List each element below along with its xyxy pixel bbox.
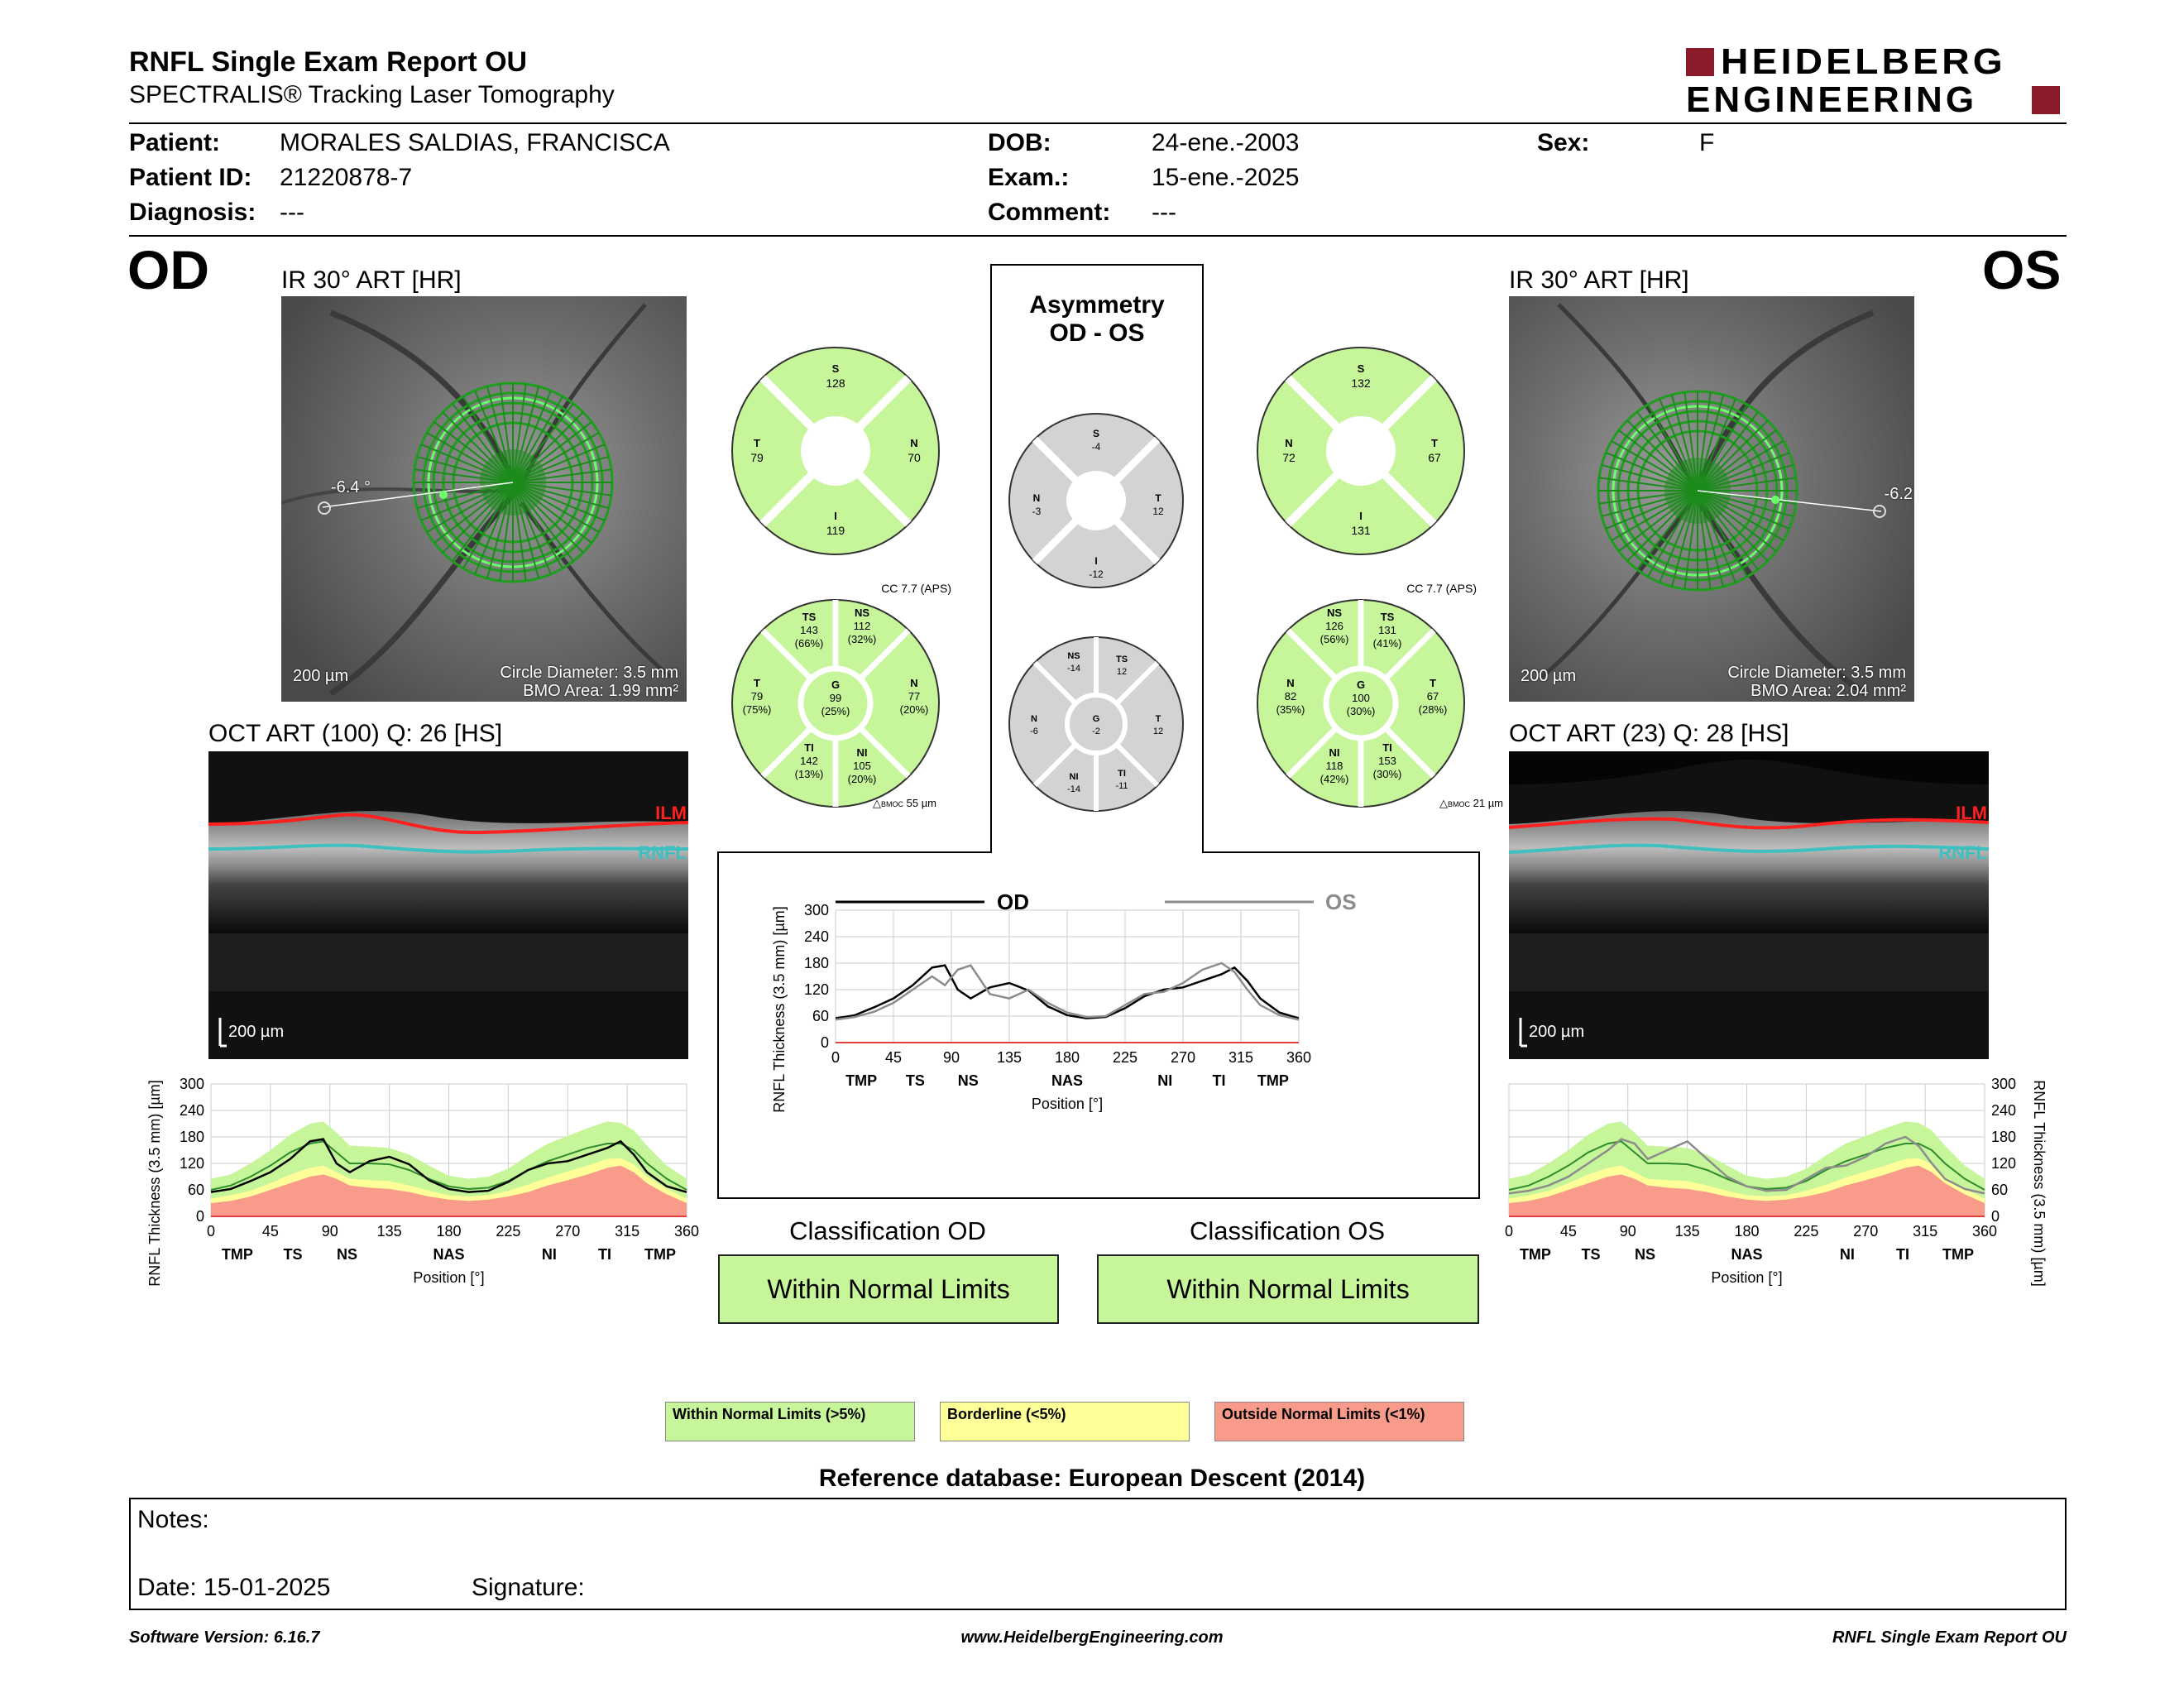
svg-text:N: N [1285,437,1293,449]
sex-label: Sex: [1537,129,1590,156]
x-tick-label: 180 [436,1223,462,1240]
x-tick-label: 225 [496,1223,521,1240]
svg-text:T: T [754,437,760,449]
asym-sec-g: -2 [1092,727,1100,736]
sector-label: TI [1212,1072,1226,1089]
y-tick-label: 120 [803,981,829,998]
y-axis-label: RNFL Thickness (3.5 mm) [µm] [2031,1080,2048,1287]
logo-square-icon [2032,86,2060,114]
legend-within-normal: Within Normal Limits (>5%) [665,1402,915,1441]
x-tick-label: 135 [996,1049,1023,1066]
os-sec-g-p: (30%) [1346,705,1376,717]
svg-text:TI: TI [1118,769,1126,779]
x-axis-label: Position [°] [413,1269,485,1286]
asymmetry-title-2: OD - OS [1049,319,1145,347]
classification-os-title: Classification OS [1189,1216,1386,1245]
svg-text:I: I [1094,555,1098,567]
svg-text:I: I [1359,510,1363,522]
od-sec-g: 99 [829,692,842,704]
legend-os-label: OS [1325,890,1357,914]
os-angle-label: -6.2 [1884,485,1913,503]
svg-text:N: N [910,437,918,449]
x-tick-label: 270 [1853,1223,1879,1240]
patient-id: 21220878-7 [280,164,413,191]
asym-sec-ni: -14 [1067,784,1080,794]
sector-label: TMP [644,1246,677,1263]
od-sec-ni-p: (20%) [847,773,877,785]
sector-label: TI [597,1246,611,1263]
od-rnfl-chart [132,1067,703,1316]
y-tick-label: 180 [803,955,829,971]
od-cc-label: CC 7.7 (APS) [881,582,951,595]
classification-os-box: Within Normal Limits [1097,1254,1479,1324]
svg-text:N: N [1032,492,1041,504]
svg-text:TI: TI [804,741,814,754]
os-sec-ni-p: (42%) [1320,773,1349,785]
os-bmoc-prefix-word: BMOC [1448,800,1470,808]
os-sec-ns-p: (56%) [1320,633,1349,645]
asym-sec-t: 12 [1152,727,1164,736]
y-tick-label: 180 [179,1129,204,1145]
od-quad-i: 119 [826,524,845,537]
od-sec-ns: 112 [853,620,871,632]
y-tick-label: 120 [1991,1155,2017,1172]
sector-label: NI [1157,1072,1173,1089]
patient-name: MORALES SALDIAS, FRANCISCA [280,129,670,156]
od-angle-label: -6.4 ° [331,478,371,496]
heidelberg-logo [1686,43,2067,119]
sex: F [1699,129,1715,156]
od-bmo-area: BMO Area: 1.99 mm² [523,682,678,700]
od-oct-scale: 200 µm [228,1023,285,1041]
x-tick-label: 90 [1619,1223,1636,1240]
footer-report-name: RNFL Single Exam Report OU [1832,1628,2067,1647]
os-quad-i: 131 [1351,524,1371,537]
header-divider [129,122,2067,124]
asym-quad-i: -12 [1089,568,1104,580]
sector-label: TMP [1942,1246,1975,1263]
y-tick-label: 240 [1991,1102,2017,1119]
y-tick-label: 240 [179,1102,204,1119]
patient-id-label: Patient ID: [129,164,252,191]
svg-text:S: S [831,362,840,375]
od-sec-n-p: (20%) [899,703,929,716]
dob: 24-ene.-2003 [1152,129,1300,156]
svg-text:I: I [834,510,837,522]
sector-label: TI [1895,1246,1909,1263]
classification-od-box: Within Normal Limits [718,1254,1059,1324]
notes-date: Date: 15-01-2025 [137,1574,331,1601]
os-sec-ts-p: (41%) [1372,637,1402,650]
sector-label: NAS [433,1246,465,1263]
x-axis-label: Position [°] [1031,1096,1104,1112]
x-tick-label: 135 [376,1223,402,1240]
y-axis-label: RNFL Thickness (3.5 mm) [µm] [146,1080,163,1287]
svg-text:TI: TI [1382,741,1392,754]
os-sec-ts: 131 [1378,624,1396,636]
os-fundus-image [1509,296,1914,702]
x-tick-label: 360 [673,1223,700,1240]
y-tick-label: 0 [1991,1208,2000,1225]
od-bmoc-prefix-word: BMOC [881,800,903,808]
svg-text:NI: NI [856,746,868,759]
x-tick-label: 45 [884,1049,903,1066]
y-tick-label: 300 [1991,1076,2017,1092]
asym-sec-ts: 12 [1116,667,1128,677]
x-tick-label: 360 [1971,1223,1998,1240]
x-tick-label: 180 [1734,1223,1760,1240]
x-tick-label: 315 [615,1223,640,1240]
x-tick-label: 225 [1112,1049,1138,1066]
x-tick-label: 90 [321,1223,338,1240]
os-quad-n: 72 [1282,451,1296,464]
sector-label: TMP [845,1072,878,1089]
y-tick-label: 60 [1991,1182,2009,1198]
os-sec-ti: 153 [1378,755,1396,767]
sector-label: TMP [221,1246,253,1263]
svg-text:S: S [1092,428,1100,439]
os-sec-ti-p: (30%) [1372,768,1402,780]
os-sec-ni: 118 [1325,760,1343,772]
notes-label: Notes: [137,1506,209,1533]
od-sec-ni: 105 [853,760,871,772]
svg-text:NI: NI [1069,772,1079,782]
svg-text:T: T [754,677,760,689]
legend-borderline: Borderline (<5%) [940,1402,1190,1441]
os-oct-scale: 200 µm [1529,1023,1585,1041]
os-bmo-area: BMO Area: 2.04 mm² [1751,682,1906,700]
od-fundus-image [281,296,687,702]
asymmetry-title [991,291,1203,348]
y-tick-label: 0 [195,1208,204,1225]
od-sec-ti: 142 [800,755,818,767]
od-ir-title: IR 30° ART [HR] [281,266,462,294]
sector-label: NS [1635,1246,1656,1263]
logo-line2: ENGINEERING [1686,79,1978,120]
y-tick-label: 120 [179,1155,204,1172]
x-tick-label: 0 [1504,1223,1514,1240]
os-oct-image [1509,751,1989,1059]
logo-square-icon [1686,48,1714,76]
os-rnfl-label: RNFL [1938,842,1987,863]
os-quad-t: 67 [1428,451,1441,464]
svg-text:S: S [1357,362,1365,375]
y-tick-label: 60 [812,1008,829,1024]
legend-od-label: OD [997,890,1029,914]
os-oct-title: OCT ART (23) Q: 28 [HS] [1509,720,1789,747]
od-quad-n: 70 [908,451,921,464]
svg-text:T: T [1155,714,1161,724]
svg-text:T: T [1155,492,1161,504]
os-sec-t: 67 [1426,690,1439,703]
x-tick-label: 225 [1794,1223,1819,1240]
y-tick-label: 300 [803,902,829,918]
legend-outside-normal: Outside Normal Limits (<1%) [1214,1402,1464,1441]
x-tick-label: 270 [1170,1049,1196,1066]
asym-sec-ns: -14 [1067,664,1080,674]
sector-label: TMP [1257,1072,1289,1089]
os-sec-t-p: (28%) [1418,703,1448,716]
sector-label: NI [541,1246,557,1263]
classification-od-title: Classification OD [789,1216,986,1245]
reference-database: Reference database: European Descent (2014) [818,1465,1366,1492]
od-quad-s: 128 [826,376,845,390]
y-tick-label: 240 [803,928,829,945]
os-sec-ns: 126 [1325,620,1343,632]
svg-text:G: G [1356,679,1366,691]
svg-text:T: T [1431,437,1438,449]
patient-label: Patient: [129,129,221,156]
od-sec-ts: 143 [800,624,818,636]
y-tick-label: 180 [1991,1129,2017,1145]
diagnosis-label: Diagnosis: [129,199,256,226]
asymmetry-title-1: Asymmetry [1029,291,1165,319]
dob-label: DOB: [988,129,1051,156]
od-bmoc: 55 µm [906,797,937,809]
info-divider [129,235,2067,237]
asym-sec-ti: -11 [1115,781,1128,791]
y-tick-label: 300 [179,1076,204,1092]
x-tick-label: 45 [261,1223,279,1240]
x-tick-label: 270 [555,1223,581,1240]
x-tick-label: 180 [1054,1049,1080,1066]
svg-text:NS: NS [854,607,870,619]
os-eye-label: OS [1982,239,2062,300]
od-ilm-label: ILM [655,803,687,823]
od-bmoc-prefix: △BMOC 55 µm [873,797,937,809]
od-circle-diameter: Circle Diameter: 3.5 mm [500,664,678,682]
x-tick-label: 135 [1674,1223,1700,1240]
od-sec-t: 79 [750,690,764,703]
sector-label: NS [957,1072,979,1089]
os-sec-g: 100 [1352,692,1370,704]
os-sec-n: 82 [1284,690,1297,703]
exam-date: 15-ene.-2025 [1152,164,1300,191]
sector-label: NS [337,1246,358,1263]
os-fundus-drawing [1509,296,1914,702]
os-rnfl-chart [1492,1067,2063,1316]
os-cc-label: CC 7.7 (APS) [1406,582,1477,595]
asymmetry-rnfl-chart [761,890,1390,1138]
svg-text:N: N [1286,677,1295,689]
od-rnfl-label: RNFL [638,842,687,863]
os-circle-diameter: Circle Diameter: 3.5 mm [1727,664,1906,682]
x-tick-label: 360 [1286,1049,1312,1066]
report-title: RNFL Single Exam Report OU [129,46,528,78]
os-ir-title: IR 30° ART [HR] [1509,266,1689,294]
x-axis-label: Position [°] [1711,1269,1783,1286]
y-tick-label: 0 [820,1034,829,1051]
exam-label: Exam.: [988,164,1070,191]
sector-label: NAS [1051,1072,1084,1089]
svg-text:G: G [1092,714,1100,724]
od-sec-g-p: (25%) [821,705,850,717]
od-fundus-drawing [281,296,687,702]
sector-label: TS [283,1246,303,1263]
od-sec-t-p: (75%) [742,703,772,716]
x-tick-label: 45 [1559,1223,1577,1240]
od-oct-title: OCT ART (100) Q: 26 [HS] [208,720,503,747]
svg-text:N: N [910,677,918,689]
svg-text:NS: NS [1067,651,1080,661]
asym-sec-n: -6 [1030,727,1038,736]
x-tick-label: 0 [206,1223,216,1240]
sector-label: NAS [1731,1246,1763,1263]
os-sec-n-p: (35%) [1276,703,1305,716]
svg-text:NS: NS [1326,607,1343,619]
asym-quad-s: -4 [1091,441,1101,453]
svg-text:N: N [1031,714,1037,724]
od-sec-ti-p: (13%) [794,768,824,780]
y-tick-label: 60 [187,1182,204,1198]
comment: --- [1152,199,1176,226]
logo-line1: HEIDELBERG [1721,41,2006,82]
sector-label: TMP [1519,1246,1551,1263]
os-oct-drawing [1509,751,1989,1059]
sector-label: TS [905,1072,925,1089]
comment-label: Comment: [988,199,1111,226]
notes-signature: Signature: [472,1574,585,1601]
x-tick-label: 90 [942,1049,960,1066]
footer-version: Software Version: 6.16.7 [129,1628,320,1647]
asym-quad-t: 12 [1152,506,1164,517]
os-ir-scale: 200 µm [1521,667,1577,685]
report-subtitle: SPECTRALIS® Tracking Laser Tomography [129,81,615,108]
asym-quad-n: -3 [1032,506,1042,517]
od-sec-ns-p: (32%) [847,633,877,645]
od-sec-n: 77 [908,690,921,703]
svg-text:TS: TS [1115,655,1128,664]
diagnosis: --- [280,199,304,226]
x-tick-label: 315 [1228,1049,1254,1066]
x-tick-label: 315 [1913,1223,1938,1240]
y-axis-label: RNFL Thickness (3.5 mm) [µm] [771,906,788,1113]
os-quad-s: 132 [1351,376,1371,390]
od-sec-ts-p: (66%) [794,637,824,650]
os-bmoc-prefix: △BMOC 21 µm [1439,797,1504,809]
od-oct-drawing [208,751,688,1059]
svg-text:TS: TS [1380,611,1395,623]
os-ilm-label: ILM [1956,803,1987,823]
os-bmoc: 21 µm [1473,797,1504,809]
footer-url[interactable]: www.HeidelbergEngineering.com [960,1628,1224,1647]
svg-text:G: G [831,679,841,691]
od-ir-scale: 200 µm [293,667,349,685]
sector-label: TS [1581,1246,1601,1263]
od-quad-t: 79 [750,451,764,464]
sector-label: NI [1839,1246,1855,1263]
svg-text:TS: TS [802,611,817,623]
od-oct-image [208,751,688,1059]
svg-text:NI: NI [1329,746,1340,759]
od-eye-label: OD [127,239,209,300]
notes-box [129,1498,2067,1610]
x-tick-label: 0 [831,1049,841,1066]
svg-text:T: T [1430,677,1436,689]
